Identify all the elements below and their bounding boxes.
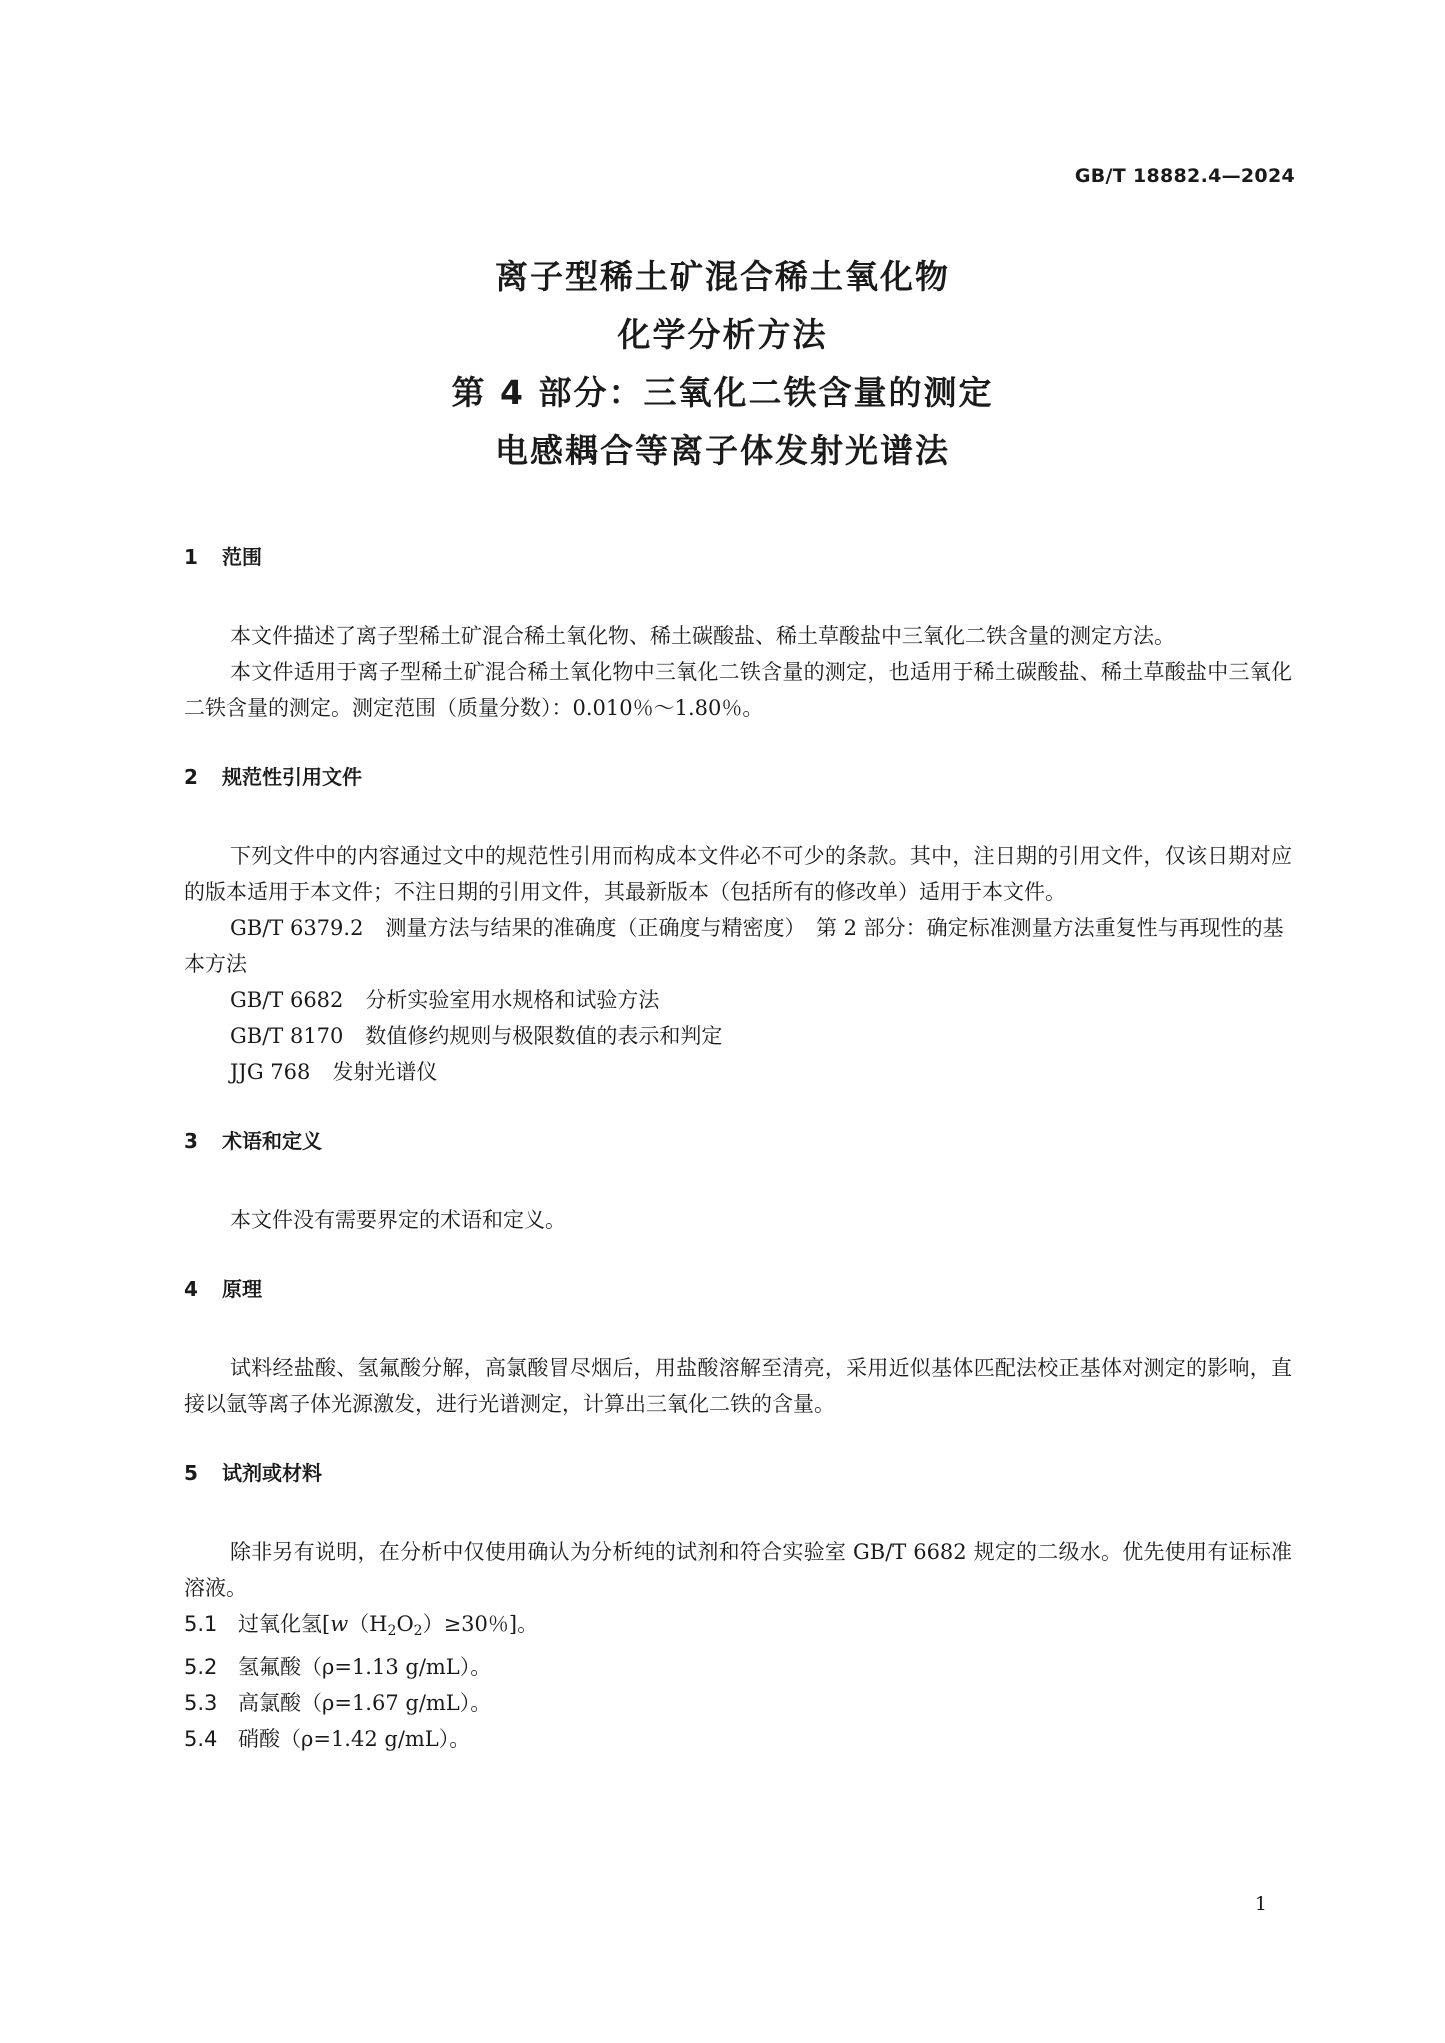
section-heading (184, 760, 1292, 794)
section-principle (184, 1272, 1292, 1422)
section-terms (184, 1124, 1292, 1238)
section-reagents (184, 1456, 1292, 1757)
reference-title: 数值修约规则与极限数值的表示和判定 (365, 1024, 723, 1048)
section-number: 3 (184, 1129, 198, 1153)
item-text-pre: 过氧化氢[ (238, 1612, 331, 1636)
document-title (0, 248, 1445, 480)
item-text: 硝酸（ρ=1.42 g/mL）。 (238, 1727, 471, 1751)
paragraph: 试料经盐酸、氢氟酸分解，高氯酸冒尽烟后，用盐酸溶解至清亮，采用近似基体匹配法校正基体对测定的影响，直接以氩等离子体光源激发，进行光谱测定，计算出三氧化二铁的含量。 (184, 1356, 1292, 1416)
reagent-item (184, 1685, 1292, 1721)
item-number: 5.3 (184, 1691, 218, 1715)
subscript: 2 (413, 1623, 423, 1639)
subscript: 2 (387, 1623, 397, 1639)
reference-code: GB/T 6379.2 (230, 916, 364, 940)
reagent-item (184, 1649, 1292, 1685)
section-number: 4 (184, 1277, 198, 1301)
reference-item (184, 1018, 1292, 1054)
item-number: 5.4 (184, 1727, 218, 1751)
item-text-post: ）≥30％]。 (422, 1612, 539, 1636)
reference-item (184, 910, 1292, 982)
item-number: 5.2 (184, 1655, 218, 1679)
reference-code: GB/T 6682 (230, 988, 344, 1012)
paragraph: 本文件适用于离子型稀土矿混合稀土氧化物中三氧化二铁含量的测定，也适用于稀土碳酸盐、稀土草酸盐中三氧化二铁含量的测定。测定范围（质量分数）：0.010％～1.80％。 (184, 660, 1292, 720)
reagent-item (184, 1721, 1292, 1757)
title-line: 化学分析方法 (617, 315, 828, 354)
section-number: 1 (184, 545, 198, 569)
reagent-item (184, 1606, 1292, 1649)
reference-code: JJG 768 (230, 1060, 311, 1084)
paragraph: 下列文件中的内容通过文中的规范性引用而构成本文件必不可少的条款。其中，注日期的引用文件，仅该日期对应的版本适用于本文件；不注日期的引用文件，其最新版本（包括所有的修改单）适用于本文件。 (184, 844, 1292, 904)
paragraph: 本文件描述了离子型稀土矿混合稀土氧化物、稀土碳酸盐、稀土草酸盐中三氧化二铁含量的测定方法。 (230, 624, 1175, 648)
section-heading (184, 1124, 1292, 1158)
item-text-o: O (396, 1612, 414, 1636)
section-number: 2 (184, 765, 198, 789)
title-line: 第 4 部分：三氧化二铁含量的测定 (451, 373, 994, 412)
section-heading (184, 540, 1292, 574)
reference-code: GB/T 8170 (230, 1024, 344, 1048)
item-text: 氢氟酸（ρ=1.13 g/mL）。 (238, 1655, 492, 1679)
item-number: 5.1 (184, 1612, 218, 1636)
reference-title: 测量方法与结果的准确度（正确度与精密度） 第 2 部分：确定标准测量方法重复性与再现性的基本方法 (184, 916, 1284, 976)
page-number: 1 (1254, 1893, 1267, 1915)
reference-item (184, 1054, 1292, 1090)
standard-number: GB/T 18882.4—2024 (1074, 165, 1295, 187)
section-scope (184, 540, 1292, 726)
paragraph: 本文件没有需要界定的术语和定义。 (230, 1208, 566, 1232)
reference-item (184, 982, 1292, 1018)
reference-title: 发射光谱仪 (332, 1060, 438, 1084)
document-body (184, 540, 1292, 1791)
paragraph: 除非另有说明，在分析中仅使用确认为分析纯的试剂和符合实验室 GB/T 6682 规定的二级水。优先使用有证标准溶液。 (184, 1540, 1292, 1600)
title-line: 离子型稀土矿混合稀土氧化物 (495, 257, 950, 296)
section-title: 规范性引用文件 (222, 765, 362, 789)
section-normative-references (184, 760, 1292, 1090)
item-text-w: w (330, 1612, 349, 1636)
item-text: 高氯酸（ρ=1.67 g/mL）。 (238, 1691, 492, 1715)
title-line: 电感耦合等离子体发射光谱法 (495, 431, 950, 470)
section-title: 范围 (222, 545, 262, 569)
section-title: 原理 (222, 1277, 262, 1301)
section-number: 5 (184, 1461, 198, 1485)
section-heading (184, 1272, 1292, 1306)
section-title: 术语和定义 (222, 1129, 322, 1153)
section-title: 试剂或材料 (222, 1461, 322, 1485)
section-heading (184, 1456, 1292, 1490)
reference-title: 分析实验室用水规格和试验方法 (365, 988, 660, 1012)
item-text-open: （H (348, 1612, 388, 1636)
